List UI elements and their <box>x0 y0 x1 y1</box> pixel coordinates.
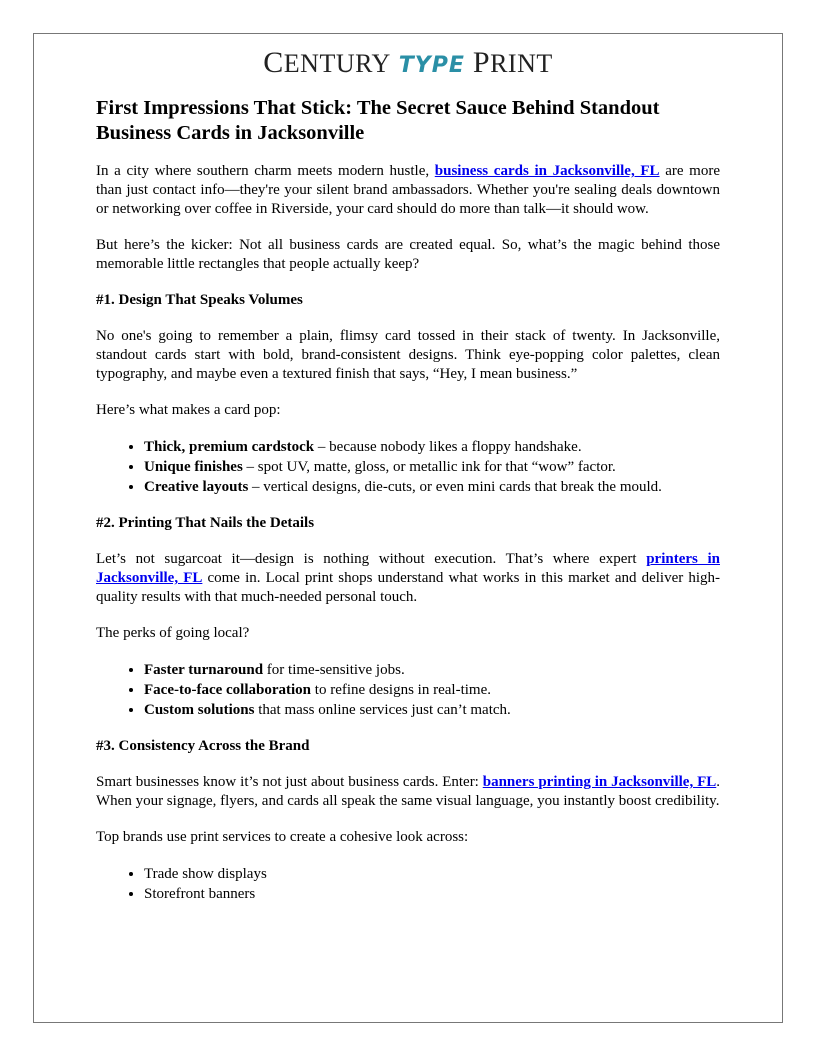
text: come in. Local print shops understand what works in this market and deliver high-quality results with that much-needed personal touch. <box>96 570 721 605</box>
text: Custom solutions <box>144 702 255 718</box>
text: Smart businesses know it’s not just about business cards. Enter: <box>96 774 483 790</box>
text: Creative layouts <box>144 479 249 495</box>
logo-text: ENTURY <box>283 49 391 78</box>
text: are more than just contact info—they're your silent brand ambassadors. Whether you're sealing deals downtown or networking over coffee in Riverside, your card should do more than talk—it should wow. <box>96 163 720 217</box>
paragraph: The perks of going local? <box>96 625 250 641</box>
bullet-list <box>96 437 720 497</box>
text: In a city where southern charm meets modern hustle, <box>96 163 435 179</box>
list-item <box>144 457 720 477</box>
text: – spot UV, matte, gloss, or metallic ink for that “wow” factor. <box>242 459 616 475</box>
text: that mass online services just can’t match. <box>254 702 511 718</box>
list-item: • Trade show displays <box>144 864 720 884</box>
section-heading: #3. Consistency Across the Brand <box>96 738 310 754</box>
text: to refine designs in real-time. <box>311 682 491 698</box>
article-title: First Impressions That Stick: The Secret Sauce Behind Standout Business Cards in Jacksonville <box>96 97 660 144</box>
list-item <box>144 680 720 700</box>
business-cards-link[interactable]: business cards in Jacksonville, FL <box>434 163 660 179</box>
list-item <box>144 700 720 720</box>
printers-link[interactable]: printers in Jacksonville, FL <box>96 551 720 586</box>
bullet-list <box>96 660 720 720</box>
list-item: • Storefront banners <box>144 884 720 904</box>
paragraph: Here’s what makes a card pop: <box>96 402 281 418</box>
banners-printing-link[interactable]: banners printing in Jacksonville, FL <box>482 774 717 790</box>
list-item <box>144 477 720 497</box>
paragraph: No one's going to remember a plain, flimsy card tossed in their stack of twenty. In Jacksonville, standout cards start with bold, brand-consistent designs. Think eye-popping color palettes, clean typography, and maybe even a textured finish that says, “Hey, I mean business.” <box>96 328 720 382</box>
text: Faster turnaround <box>144 662 264 678</box>
text: for time-sensitive jobs. <box>263 662 405 678</box>
paragraph <box>96 773 720 811</box>
paragraph: Top brands use print services to create a cohesive look across: <box>96 829 469 845</box>
logo-text: C <box>263 46 284 79</box>
text: – vertical designs, die-cuts, or even mini cards that break the mould. <box>248 479 662 495</box>
text: Unique finishes <box>144 459 243 475</box>
logo-text: RINT <box>490 49 553 78</box>
article <box>96 96 720 921</box>
text: – because nobody likes a floppy handshake. <box>314 439 582 455</box>
bullet-list <box>96 864 720 904</box>
century-type-print-logo <box>0 46 816 80</box>
list-item <box>144 437 720 457</box>
text: Face-to-face collaboration <box>144 682 312 698</box>
intro-paragraph <box>96 162 720 219</box>
paragraph: But here’s the kicker: Not all business cards are created equal. So, what’s the magic behind those memorable little rectangles that people actually keep? <box>96 237 720 272</box>
section-heading: #2. Printing That Nails the Details <box>96 515 315 531</box>
logo-text: TYPE <box>398 53 465 78</box>
text: Let’s not sugarcoat it—design is nothing without execution. That’s where expert <box>96 551 647 567</box>
section-heading: #1. Design That Speaks Volumes <box>96 292 303 308</box>
text: . When your signage, flyers, and cards all speak the same visual language, you instantly boost credibility. <box>96 774 721 809</box>
logo-text: P <box>472 46 491 79</box>
text: Thick, premium cardstock <box>144 439 315 455</box>
list-item <box>144 660 720 680</box>
paragraph <box>96 550 720 607</box>
